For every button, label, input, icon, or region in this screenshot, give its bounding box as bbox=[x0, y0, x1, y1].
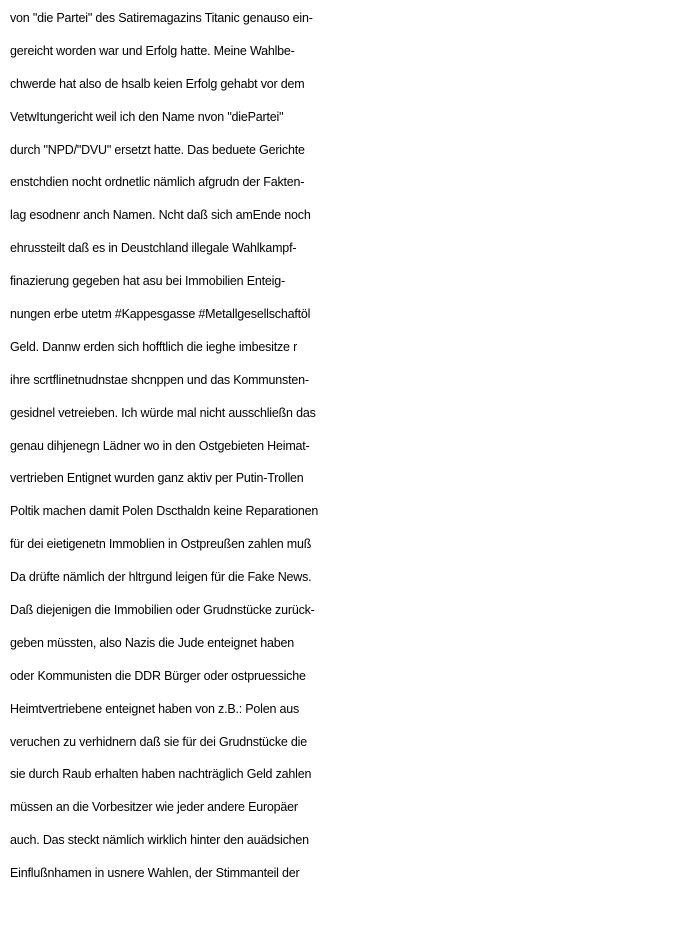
text-line: ihre scrtflinetnudnstae shcnppen und das Kommunsten- bbox=[10, 372, 309, 387]
text-line: Einflußnhamen in usnere Wahlen, der Stimmanteil der bbox=[10, 866, 300, 881]
text-line: durch "NPD/"DVU" ersetzt hatte. Das beduete Gerichte bbox=[10, 142, 305, 157]
text-line: genau dihjenegn Lädner wo in den Ostgebieten Heimat- bbox=[10, 438, 310, 453]
text-line: vertrieben Entignet wurden ganz aktiv per Putin-Trollen bbox=[10, 471, 304, 486]
text-line: veruchen zu verhidnern daß sie für dei Grudnstücke die bbox=[10, 734, 308, 749]
text-line: müssen an die Vorbesitzer wie jeder andere Europäer bbox=[10, 800, 298, 815]
text-line: ehrussteilt daß es in Deustchland illegale Wahlkampf- bbox=[10, 241, 297, 256]
text-line: auch. Das steckt nämlich wirklich hinter den auädsichen bbox=[10, 833, 309, 848]
text-line: sie durch Raub erhalten haben nachträglich Geld zahlen bbox=[10, 767, 312, 782]
text-line: gereicht worden war und Erfolg hatte. Meine Wahlbe- bbox=[10, 43, 295, 58]
text-line: enstchdien nocht ordnetlic nämlich afgrudn der Fakten- bbox=[10, 175, 305, 190]
text-line: Poltik machen damit Polen Dscthaldn keine Reparationen bbox=[10, 504, 319, 519]
text-line: finazierung gegeben hat asu bei Immobilien Enteig- bbox=[10, 274, 285, 289]
text-line: geben müssten, also Nazis die Jude enteignet haben bbox=[10, 635, 294, 650]
text-line: lag esodnenr anch Namen. Ncht daß sich amEnde noch bbox=[10, 208, 311, 223]
text-line: nungen erbe utetm #Kappesgasse #Metallgesellschaftöl bbox=[10, 307, 311, 322]
text-line: für dei eietigenetn Immoblien in Ostpreußen zahlen muß bbox=[10, 537, 312, 552]
text-line: von "die Partei" des Satiremagazins Titanic genauso ein- bbox=[10, 11, 313, 25]
text-line: Heimtvertriebene enteignet haben von z.B.: Polen aus bbox=[10, 701, 300, 716]
text-line: Geld. Dannw erden sich hofftlich die ieghe imbesitze r bbox=[10, 339, 298, 354]
text-line: chwerde hat also de hsalb keien Erfolg gehabt vor dem bbox=[10, 76, 305, 91]
text-line: Da drüfte nämlich der hltrgund leigen für die Fake News. bbox=[10, 570, 312, 585]
body-text bbox=[10, 2, 684, 890]
text-line: Daß diejenigen die Immobilien oder Grudnstücke zurück- bbox=[10, 603, 315, 618]
text-line: oder Kommunisten die DDR Bürger oder ostpruessiche bbox=[10, 668, 306, 683]
text-line: gesidnel vetreieben. Ich würde mal nicht ausschließn das bbox=[10, 405, 316, 420]
text-line: VetwItungericht weil ich den Name nvon "diePartei" bbox=[10, 109, 284, 124]
